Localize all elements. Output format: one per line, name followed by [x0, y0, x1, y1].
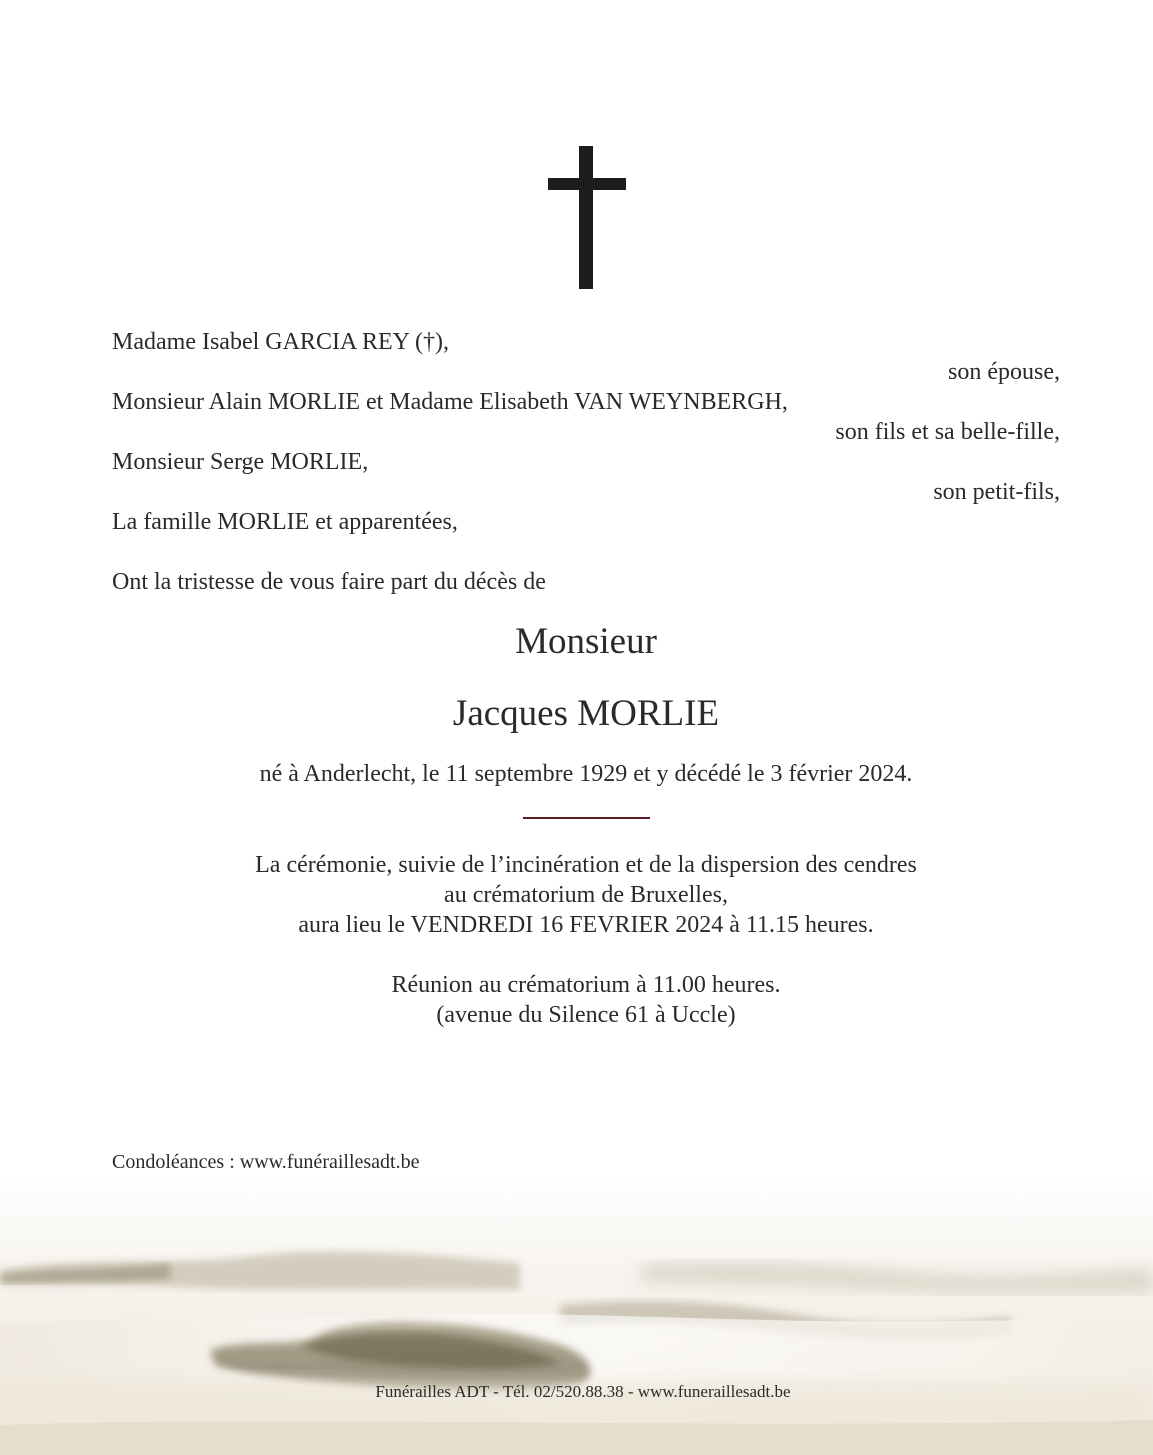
deceased-title: Monsieur: [515, 621, 657, 662]
meeting-address: (avenue du Silence 61 à Uccle): [436, 1002, 736, 1028]
cross-horizontal-bar: [548, 178, 626, 190]
footer-text: Funérailles ADT - Tél. 02/520.88.38 - www.funeraillesadt.be: [375, 1382, 791, 1401]
ceremony-line: La cérémonie, suivie de l’incinération et de la dispersion des cendres: [255, 852, 917, 878]
cross-icon: [548, 146, 626, 289]
deceased-name: Jacques MORLIE: [452, 693, 720, 734]
announcement-text: Ont la tristesse de vous faire part du décès de: [112, 569, 546, 595]
ceremony-line: au crématorium de Bruxelles,: [444, 882, 728, 908]
seascape-image: [0, 1175, 1153, 1455]
cross-vertical-bar: [579, 146, 593, 289]
family-member-name: Monsieur Alain MORLIE et Madame Elisabeth VAN WEYNBERGH,: [112, 389, 788, 415]
family-member-relation: son fils et sa belle-fille,: [835, 419, 1060, 445]
family-member-relation: son petit-fils,: [933, 479, 1060, 505]
family-member-name: La famille MORLIE et apparentées,: [112, 509, 458, 535]
divider-line: [523, 817, 650, 819]
condolences-text: Condoléances : www.funéraillesadt.be: [112, 1151, 420, 1173]
family-member-name: Madame Isabel GARCIA REY (†),: [112, 329, 450, 355]
family-member-name: Monsieur Serge MORLIE,: [112, 449, 369, 475]
ceremony-line: aura lieu le VENDREDI 16 FEVRIER 2024 à 11.15 heures.: [298, 912, 874, 938]
family-member-relation: son épouse,: [948, 359, 1060, 385]
deceased-dates: né à Anderlecht, le 11 septembre 1929 et y décédé le 3 février 2024.: [259, 761, 913, 787]
meeting-line: Réunion au crématorium à 11.00 heures.: [391, 972, 781, 998]
